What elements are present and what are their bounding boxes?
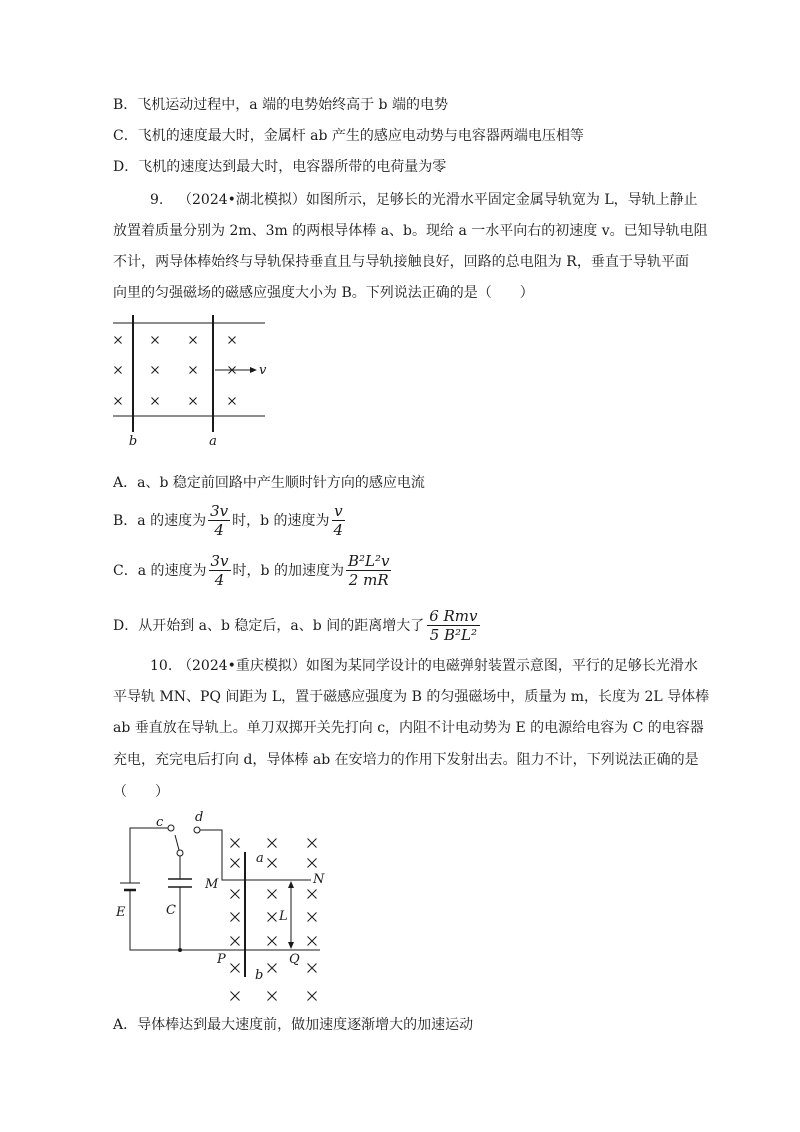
fraction (427, 607, 479, 644)
rail-label-q: Q (289, 952, 300, 967)
terminal-c (168, 825, 174, 831)
capacitor-label-c: C (166, 903, 176, 918)
q9-option-b (113, 498, 347, 542)
field-cross-icon (115, 398, 122, 405)
field-cross-icon (308, 890, 317, 899)
fraction (209, 552, 231, 589)
numerator: 3v (210, 501, 229, 520)
rod-b-label: b (128, 434, 138, 449)
q10-stem-line-2: 平导轨 MN、PQ 间距为 L，置于磁感应强度为 B 的匀强磁场中，质量为 m，长度为 2L 导体棒 (113, 689, 710, 705)
field-cross-icon (231, 992, 240, 1001)
wire-c-to-battery (130, 828, 168, 883)
denominator: 4 (333, 520, 344, 539)
q9-stem-text-1: （2024•湖北模拟）如图所示，足够长的光滑水平固定金属导轨宽为 L，导轨上静止 (178, 192, 698, 208)
width-dimension-arrow-icon (288, 881, 294, 949)
q8-option-d: D．飞机的速度达到最大时，电容器所带的电荷量为零 (113, 159, 447, 175)
field-cross-icon (308, 859, 317, 868)
velocity-label: v (259, 363, 267, 378)
field-cross-icon (308, 992, 317, 1001)
q9-option-d (113, 603, 482, 647)
q9-option-c (113, 548, 393, 592)
field-cross-icon (152, 398, 159, 405)
rod-a-label: a (209, 434, 217, 449)
field-cross-icon (308, 839, 317, 848)
denominator: 5 B²L² (429, 625, 478, 644)
q9-option-d-lead: D．从开始到 a、b 稳定后，a、b 间的距离增大了 (113, 618, 425, 634)
field-cross-icon (308, 964, 317, 973)
fraction (332, 502, 346, 539)
velocity-arrow-icon (215, 367, 257, 373)
field-cross-icon (268, 859, 277, 868)
field-cross-icon (231, 964, 240, 973)
q10-option-a: A．导体棒达到最大速度前，做加速度逐渐增大的加速运动 (113, 1017, 474, 1033)
field-cross-icon (231, 839, 240, 848)
q10-number: 10. (150, 658, 173, 674)
field-cross-icon (152, 367, 159, 374)
fraction (346, 552, 391, 589)
q9-option-b-lead: B．a 的速度为 (113, 513, 207, 529)
field-cross-icon (268, 913, 277, 922)
field-cross-icon (231, 913, 240, 922)
q9-stem-line-3: 不计，两导体棒始终与导轨保持垂直且与导轨接触良好，回路的总电阻为 R，垂直于导轨平面 (113, 254, 689, 270)
terminal-d-label: d (195, 810, 204, 825)
field-cross-icon (268, 937, 277, 946)
field-cross-icon (308, 913, 317, 922)
q9-option-a: A．a、b 稳定前回路中产生顺时针方向的感应电流 (113, 475, 425, 491)
field-cross-icon (231, 937, 240, 946)
switch-blade (175, 835, 179, 850)
field-cross-icon (268, 890, 277, 899)
q9-stem-line-2: 放置着质量分别为 2m、3m 的两根导体棒 a、b。现给 a 一水平向右的初速度 v。已知导轨电阻 (113, 223, 708, 239)
switch-pivot (177, 850, 183, 856)
q10-answer-blank: （ ） (113, 784, 169, 800)
q8-option-c: C．飞机的速度最大时，金属杆 ab 产生的感应电动势与电容器两端电压相等 (113, 128, 584, 144)
field-cross-icon (268, 964, 277, 973)
field-cross-icon (190, 398, 197, 405)
field-cross-icon (115, 337, 122, 344)
field-cross-icon (268, 992, 277, 1001)
field-cross-icon (190, 337, 197, 344)
width-label-l: L (279, 909, 288, 924)
q10-stem-text-1: （2024•重庆模拟）如图为某同学设计的电磁弹射装置示意图，平行的足够长光滑水 (178, 658, 698, 674)
battery-label-e: E (116, 905, 126, 920)
q9-stem-line-4: 向里的匀强磁场的磁感应强度大小为 B。下列说法正确的是（ ） (113, 285, 534, 301)
q10-stem-line-4: 充电，充完电后打向 d，导体棒 ab 在安培力的作用下发射出去。阻力不计，下列说法正确的是 (113, 752, 699, 768)
terminal-d (194, 827, 200, 833)
q9-number: 9. (150, 192, 164, 208)
denominator: 2 mR (348, 570, 389, 589)
rod-end-b-label: b (255, 968, 264, 983)
field-cross-icon (229, 337, 236, 344)
field-cross-icon (231, 859, 240, 868)
field-cross-icon (115, 367, 122, 374)
fraction (208, 502, 230, 539)
q10-stem-line-1 (150, 656, 698, 676)
field-cross-icon (231, 890, 240, 899)
q9-option-c-mid: 时，b 的加速度为 (232, 563, 344, 579)
q9-stem-line-1 (150, 190, 698, 210)
numerator: 3v (210, 551, 229, 570)
field-cross-icon (308, 937, 317, 946)
numerator: 6 Rmv (429, 606, 478, 625)
q9-option-c-lead: C．a 的速度为 (113, 563, 207, 579)
field-cross-icon (190, 367, 197, 374)
q8-option-b: B．飞机运动过程中，a 端的电势始终高于 b 端的电势 (113, 97, 448, 113)
q9-option-b-mid: 时，b 的速度为 (232, 513, 330, 529)
field-cross-icon (268, 839, 277, 848)
numerator: B²L²v (347, 551, 390, 570)
magnetic-field-crosses (231, 839, 317, 1001)
rail-label-m: M (205, 877, 219, 892)
numerator: v (334, 501, 343, 520)
denominator: 4 (214, 570, 225, 589)
rod-end-a-label: a (256, 851, 264, 866)
q10-circuit-figure (105, 805, 335, 1010)
field-cross-icon (229, 398, 236, 405)
rail-label-n: N (313, 872, 325, 887)
rail-label-p: P (217, 952, 226, 967)
q9-rails-figure (105, 305, 280, 455)
q10-stem-line-3: ab 垂直放在导轨上。单刀双掷开关先打向 c，内阻不计电动势为 E 的电源给电容为 C 的电容器 (113, 720, 704, 736)
denominator: 4 (214, 520, 224, 539)
field-cross-icon (152, 337, 159, 344)
terminal-c-label: c (156, 815, 164, 830)
